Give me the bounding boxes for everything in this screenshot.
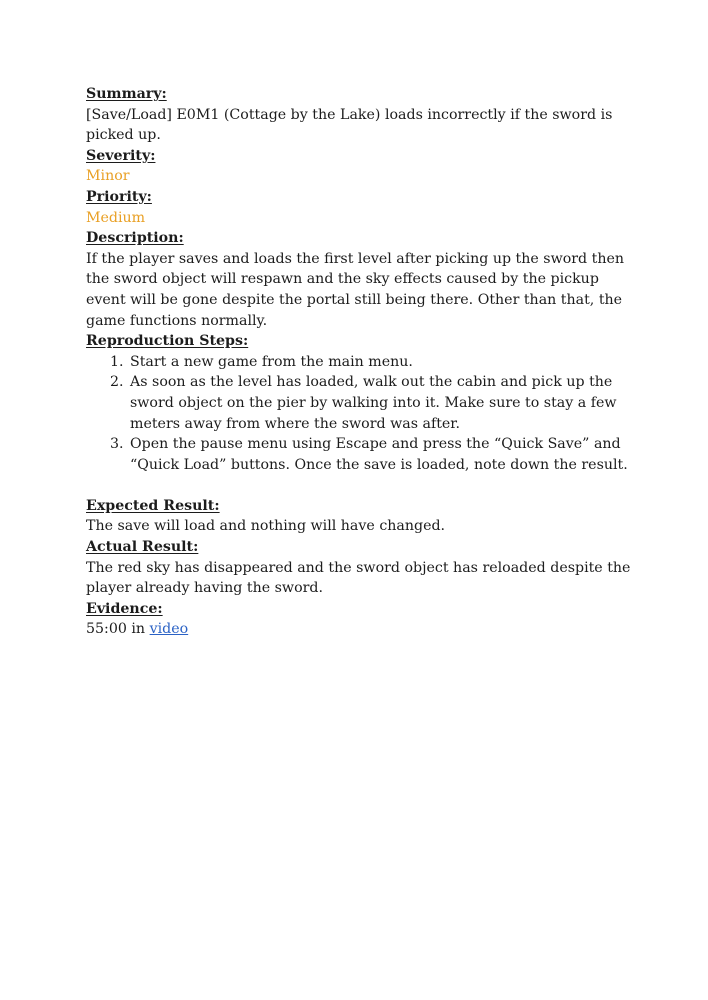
bug-report-document <box>86 84 634 640</box>
actual-result-text: The red sky has disappeared and the sword object has reloaded despite the player already having the sword. <box>86 559 631 597</box>
blank-line <box>86 475 634 496</box>
expected-result-heading: Expected Result: <box>86 497 220 514</box>
reproduction-step: 1. Start a new game from the main menu. <box>128 352 634 373</box>
reproduction-step: 3. Open the pause menu using Escape and press the “Quick Save” and “Quick Load” buttons. Once the save is loaded, note down the result. <box>128 434 634 475</box>
reproduction-steps-heading: Reproduction Steps: <box>86 333 249 350</box>
description-heading: Description: <box>86 230 184 247</box>
priority-value: Medium <box>86 209 146 226</box>
actual-result-heading: Actual Result: <box>86 539 199 556</box>
severity-value: Minor <box>86 168 130 185</box>
evidence-timestamp: 55:00 in <box>86 621 150 638</box>
summary-text: [Save/Load] E0M1 (Cottage by the Lake) loads incorrectly if the sword is picked up. <box>86 106 613 144</box>
reproduction-step: 2. As soon as the level has loaded, walk out the cabin and pick up the sword object on the pier by walking into it. Make sure to stay a few meters away from where the sword was after. <box>128 372 634 434</box>
description-text: If the player saves and loads the first level after picking up the sword then the sword object will respawn and the sky effects caused by the pickup event will be gone despite the portal still being there. Other than that, the game functions normally. <box>86 250 625 329</box>
expected-result-text: The save will load and nothing will have changed. <box>86 518 446 535</box>
summary-heading: Summary: <box>86 86 167 102</box>
priority-heading: Priority: <box>86 188 152 205</box>
severity-heading: Severity: <box>86 147 156 164</box>
evidence-heading: Evidence: <box>86 600 163 617</box>
reproduction-steps-list <box>86 352 634 476</box>
video-link[interactable]: video <box>149 621 189 638</box>
evidence-line <box>86 619 634 640</box>
